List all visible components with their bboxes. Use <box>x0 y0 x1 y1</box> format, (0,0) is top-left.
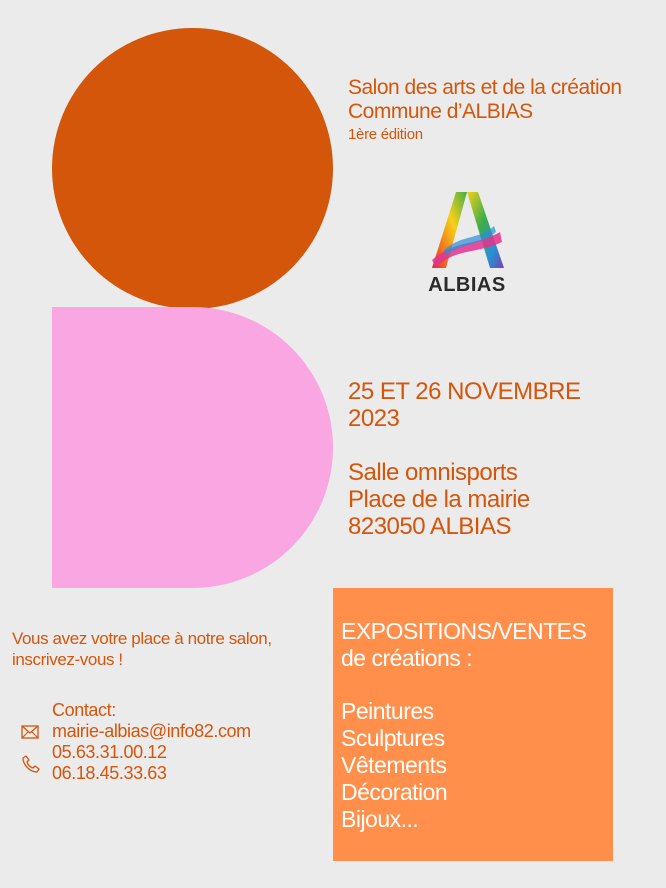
exhibition-item: Vêtements <box>341 752 447 778</box>
albias-rainbow-a-logo-icon <box>414 190 520 274</box>
contact-email[interactable]: mairie-albias@info82.com <box>52 721 251 741</box>
contact-phone-1[interactable]: 05.63.31.00.12 <box>52 742 167 762</box>
exhibitions-subheading: de créations : <box>341 645 473 671</box>
invitation-line2: inscrivez-vous ! <box>12 650 123 669</box>
albias-logo <box>414 190 524 305</box>
exhibitions-box <box>333 588 613 861</box>
event-title-block <box>348 76 658 146</box>
exhibitions-heading: EXPOSITIONS/VENTES <box>341 618 587 644</box>
event-year: 2023 <box>348 405 400 432</box>
event-address: Place de la mairie <box>348 486 530 513</box>
decorative-orange-circle <box>52 28 333 309</box>
invitation-line1: Vous avez votre place à notre salon, <box>12 629 272 648</box>
logo-text: ALBIAS <box>428 274 506 296</box>
event-dates: 25 ET 26 NOVEMBRE <box>348 378 581 405</box>
event-commune: Commune d’ALBIAS <box>348 100 533 123</box>
event-city: 823050 ALBIAS <box>348 513 511 540</box>
phone-icon <box>22 755 40 778</box>
event-title: Salon des arts et de la création <box>348 76 622 99</box>
envelope-icon <box>21 725 39 744</box>
exhibition-item: Bijoux... <box>341 806 419 832</box>
invitation-text <box>12 628 332 670</box>
exhibition-item: Décoration <box>341 779 448 805</box>
exhibition-item: Peintures <box>341 698 434 724</box>
event-edition: 1ère édition <box>348 126 423 143</box>
contact-label: Contact: <box>52 700 116 720</box>
contact-block <box>52 700 251 784</box>
exhibition-item: Sculptures <box>341 725 445 751</box>
decorative-pink-half-circle <box>52 307 333 588</box>
event-venue: Salle omnisports <box>348 459 518 486</box>
contact-phone-2[interactable]: 06.18.45.33.63 <box>52 763 167 783</box>
event-info-block <box>348 378 580 540</box>
